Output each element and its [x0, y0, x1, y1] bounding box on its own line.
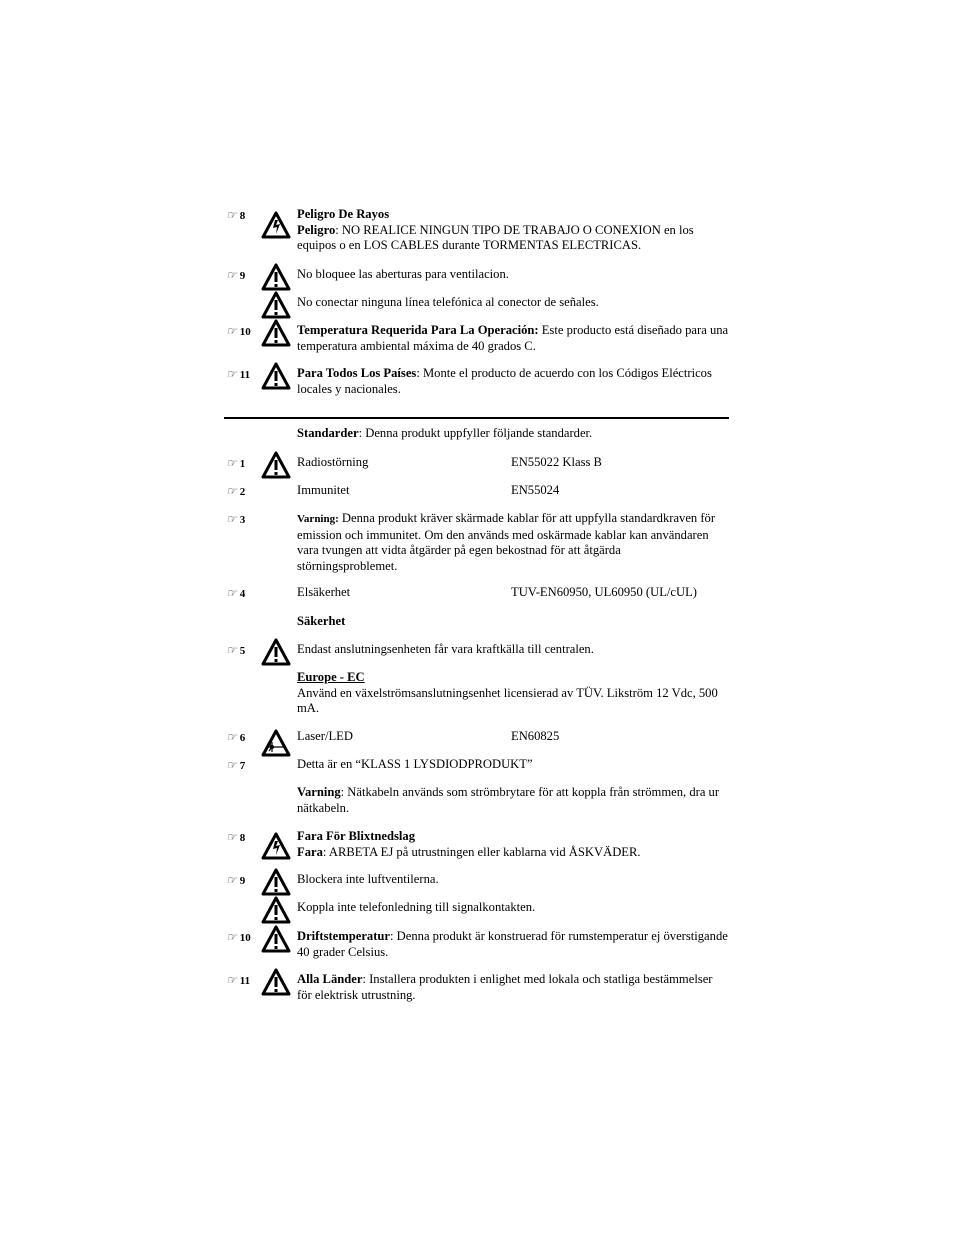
warning-triangle-icon	[261, 925, 291, 953]
es-item-10-text	[297, 323, 729, 354]
hand-pointer-icon: ☞	[226, 367, 237, 381]
warning-triangle-icon	[261, 968, 291, 996]
hand-pointer-icon: ☞	[226, 324, 237, 338]
standard-value: EN55022 Klass B	[511, 455, 602, 469]
hand-pointer-icon: ☞	[226, 930, 237, 944]
standard-value: EN55024	[511, 483, 560, 497]
item-marker: ☞ 7	[226, 758, 246, 772]
es-item-9b-text: No conectar ninguna línea telefónica al conector de señales.	[297, 295, 599, 309]
hand-pointer-icon: ☞	[226, 586, 237, 600]
lightning-triangle-icon	[261, 211, 291, 239]
item-marker: ☞ 4	[226, 586, 246, 600]
lead-text: Alla Länder	[297, 972, 363, 986]
body-text: Denna produkt kräver skärmade kablar för att uppfylla standardkraven för emission och immunitet. Om den används med oskärmade kablar kan användaren vara tvungen att vidta åtgärder på egen bekostnad för att åtgärda störningsproblemet.	[297, 511, 716, 573]
warning-triangle-icon	[261, 451, 291, 479]
lead-text: Varning	[297, 785, 341, 799]
standard-label: Laser/LED	[297, 729, 353, 743]
item-marker: ☞ 9	[226, 268, 246, 282]
hand-pointer-icon: ☞	[226, 456, 237, 470]
item-marker: ☞ 3	[226, 512, 246, 526]
hand-pointer-icon: ☞	[226, 484, 237, 498]
standard-label: Radiostörning	[297, 455, 369, 469]
item-marker: ☞ 5	[226, 643, 246, 657]
body-text: Använd en växelströmsanslutningsenhet licensierad av TÜV. Likström 12 Vdc, 500 mA.	[297, 685, 718, 716]
lead-text: Temperatura Requerida Para La Operación:	[297, 323, 539, 337]
hand-pointer-icon: ☞	[226, 973, 237, 987]
warning-triangle-icon	[261, 638, 291, 666]
item-marker: ☞ 8	[226, 830, 246, 844]
section-heading: Europe - EC	[297, 670, 365, 684]
lead-text: Varning:	[297, 513, 339, 525]
body-text: : Denna produkt uppfyller följande standarder.	[358, 426, 593, 440]
hand-pointer-icon: ☞	[226, 643, 237, 657]
hand-pointer-icon: ☞	[226, 208, 237, 222]
sv-item-5-text: Endast anslutningsenheten får vara kraftkälla till centralen.	[297, 642, 594, 656]
lightning-triangle-icon	[261, 832, 291, 860]
item-marker: ☞ 8	[226, 208, 246, 222]
section-heading: Säkerhet	[297, 614, 346, 628]
standard-value: EN60825	[511, 729, 560, 743]
lead-text: Standarder	[297, 426, 359, 440]
item-marker: ☞ 6	[226, 730, 246, 744]
section-divider	[224, 417, 729, 419]
section-title: Fara För Blixtnedslag	[297, 829, 416, 843]
body-text: : Installera produkten i enlighet med lokala och statliga bestämmelser för elektrisk utrustning.	[297, 972, 713, 1002]
warning-triangle-icon	[261, 896, 291, 924]
item-marker: ☞ 11	[226, 367, 251, 381]
hand-pointer-icon: ☞	[226, 730, 237, 744]
item-marker: ☞ 1	[226, 456, 246, 470]
hand-pointer-icon: ☞	[226, 758, 237, 772]
body-text: : Nätkabeln används som strömbrytare för att koppla från strömmen, dra ur nätkabeln.	[297, 785, 720, 815]
lead-text: Fara	[297, 844, 323, 859]
item-marker: ☞ 11	[226, 973, 251, 987]
hand-pointer-icon: ☞	[226, 830, 237, 844]
hand-pointer-icon: ☞	[226, 873, 237, 887]
body-text: : ARBETA EJ på utrustningen eller kablarna vid ÅSKVÄDER.	[322, 844, 641, 859]
hand-pointer-icon: ☞	[226, 512, 237, 526]
body-text: : Denna produkt är konstruerad för rumstemperatur ej överstigande 40 grader Celsius.	[297, 929, 728, 959]
lead-text: Driftstemperatur	[297, 929, 391, 943]
standard-value: TUV-EN60950, UL60950 (UL/cUL)	[511, 585, 697, 599]
sv-item-7-text: Detta är en “KLASS 1 LYSDIODPRODUKT”	[297, 757, 533, 771]
warning-triangle-icon	[261, 263, 291, 291]
es-item-11-text	[297, 366, 729, 397]
lead-text: Para Todos Los Países	[297, 366, 417, 380]
warning-triangle-icon	[261, 291, 291, 319]
section-title: Peligro De Rayos	[297, 207, 390, 221]
item-marker: ☞ 10	[226, 324, 251, 338]
es-item-9-text: No bloquee las aberturas para ventilacion.	[297, 267, 509, 281]
laser-triangle-icon	[261, 729, 291, 757]
warning-triangle-icon	[261, 319, 291, 347]
sv-item-9-text: Blockera inte luftventilerna.	[297, 872, 439, 886]
lead-text: Peligro	[297, 222, 336, 237]
sv-item-9b-text: Koppla inte telefonledning till signalkontakten.	[297, 900, 536, 914]
warning-triangle-icon	[261, 362, 291, 390]
warning-triangle-icon	[261, 868, 291, 896]
item-marker: ☞ 2	[226, 484, 246, 498]
hand-pointer-icon: ☞	[226, 268, 237, 282]
item-marker: ☞ 9	[226, 873, 246, 887]
es-item-8-text	[297, 207, 729, 254]
standard-label: Immunitet	[297, 483, 350, 497]
body-text: Este producto está diseñado para una temperatura ambiental máxima de 40 grados C.	[297, 323, 729, 353]
standard-label: Elsäkerhet	[297, 585, 351, 599]
body-text: : NO REALICE NINGUN TIPO DE TRABAJO O CONEXION en los equipos o en LOS CABLES durante TORMENTAS ELECTRICAS.	[297, 222, 694, 253]
item-marker: ☞ 10	[226, 930, 251, 944]
body-text: : Monte el producto de acuerdo con los Códigos Eléctricos locales y nacionales.	[297, 366, 712, 396]
